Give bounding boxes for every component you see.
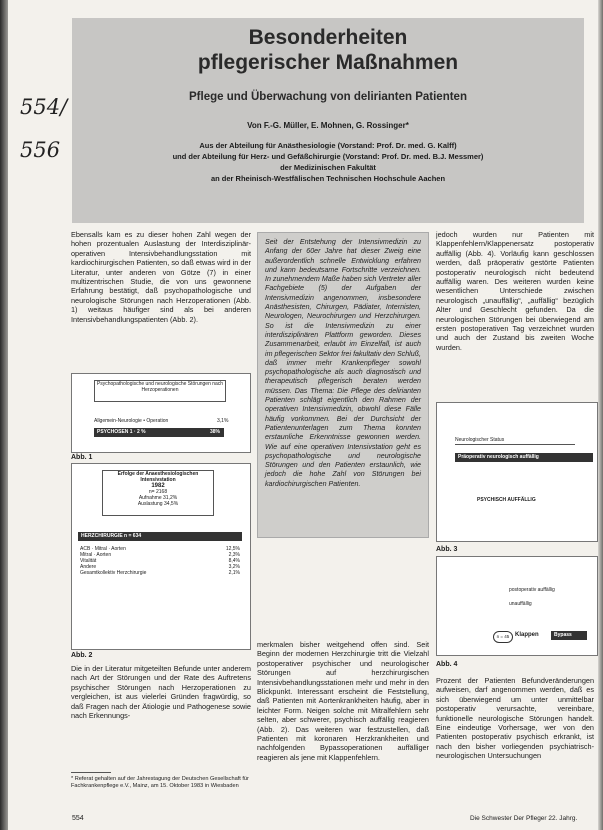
figure-1-row-value: 3,1% bbox=[217, 418, 229, 424]
paragraph: merkmalen bisher weitgehend offen sind. Seit Beginn der modernen Herzchirurgie tritt die Vielzahl postoperativer psychischer und neurologischer Störungen auf herzchirurgischen Intensivbehandlungsstationen mehr und mehr in den Blickpunkt. Interessant erscheint die Feststellung, daß Patienten mit Aortenkrankheiten häufig, aber in leichter Form. Neigen solche mit Mitralfehlern sehr selten, aber schwerer, psychisch auffällig reagieren (Abb. 2). Das weiteren war festzustellen, daß Patienten mit koronaren Herzkrankheiten und nachfolgenden Bypassoperationen auffälliger reagieren als jene mit Klappenfehlern. bbox=[257, 640, 429, 762]
article-header bbox=[72, 18, 584, 223]
figure-4-label: Abb. 4 bbox=[436, 661, 458, 668]
table-cell-name: ACB · Mitral · Aorten bbox=[80, 546, 126, 552]
figure-1 bbox=[71, 373, 251, 453]
column2-text-bottom bbox=[257, 640, 429, 810]
figure-1-bar: PSYCHOSEN 1 · 2 % bbox=[94, 428, 224, 437]
table-cell-value: 3,2% bbox=[228, 564, 240, 570]
figure-2-bar: HERZCHIRURGIE n = 634 bbox=[78, 532, 242, 541]
page-binding-shadow bbox=[0, 0, 8, 830]
figure-2-row-value: 34,5% bbox=[163, 501, 179, 507]
handwritten-note-left2: 556 bbox=[20, 138, 61, 162]
figure-2-table bbox=[80, 546, 240, 576]
figure-2-table-row bbox=[80, 570, 240, 576]
figure-2-year: 1982 bbox=[151, 483, 165, 489]
highlight-box-text: Seit der Entstehung der Intensivmedizin zu Anfang der 60er Jahre hat dieser Zweig eine außerordentlich schnelle Entwicklung erfahren und kann bedeutsame Fortschritte verzeichnen. In zunehmendem Maße haben sich Vertreter aller Fachgebiete (5) der Aufgaben der Intensivmedizin angenommen, insbesondere Anästhesisten, Chirurgen, Pädiater, Internisten, Neurologen, Neurochirurgen und Herzchirurgen. So ist die Intensivmedizin zu einer interdisziplinären Plattform geworden. Dieses Zusammenarbeit, erlaubt im Einzelfall, ist auch im pflegerischen Sektor frei fakultativ den Schluß, daß immer mehr Krankenpfleger sowohl psychopathologische als auch diagnostisch und therapeutisch pflegerisch beraten werden müssen. Das Thema: Die Pflege des delirianten Patienten schlägt eigentlich den Rahmen der operativen Intensivmedizin, obwohl diese Fälle häufig vorkommen. Bei der Durchsicht der Patientenunterlagen zum Thema konnten erstaunliche Erkenntnisse gewonnen werden. Wie auf eine operativen Intensivstation geht es psychopathologische und neurologische Störungen und den Patienten erstaunlich, wie jedoch die hohe Zahl von Störungen bei kardiochirurgischen Patienten. bbox=[265, 238, 421, 488]
figure-1-title: Psychopathologische und neurologische Störungen nach Herzoperationen bbox=[94, 380, 226, 402]
article-authors: Von F.-G. Müller, E. Mohnen, G. Rossinger* bbox=[247, 121, 409, 130]
affiliation-line: der Medizinischen Fakultät bbox=[280, 163, 376, 172]
figure-4 bbox=[436, 556, 598, 656]
figure-1-bar-value: 38% bbox=[210, 429, 221, 435]
figure-1-label: Abb. 1 bbox=[71, 454, 93, 461]
figure-2-row-name: Aufnahme bbox=[138, 495, 162, 501]
table-cell-name: Gesamtkollektiv Herzchirurgie bbox=[80, 570, 147, 576]
figure-3-label: Abb. 3 bbox=[436, 546, 458, 553]
figure-4-row2: unauffällig bbox=[509, 601, 532, 607]
figure-4-pill: Klappen bbox=[515, 632, 539, 638]
figure-2-header-box bbox=[102, 470, 214, 516]
figure-2-title: Erfolge der Anaesthesiologischen Intensivstation bbox=[117, 471, 199, 483]
table-cell-value: 2,1% bbox=[228, 570, 240, 576]
article-affiliation bbox=[122, 140, 534, 184]
footnote-rule bbox=[71, 772, 111, 773]
figure-3 bbox=[436, 402, 598, 542]
column1-text-top bbox=[71, 230, 251, 370]
table-cell-value: 8,4% bbox=[228, 558, 240, 564]
figure-2-row bbox=[103, 501, 213, 507]
table-cell-name: Mitral · Aorten bbox=[80, 552, 112, 558]
handwritten-note-left1: 554/ bbox=[20, 95, 68, 119]
paragraph: Prozent der Patienten Befundveränderungen aufweisen, darf angenommen werden, daß es sich überwiegend um unter unmittelbar postoperativ verursachte, vereinbare, funktionelle neurologische Störungen handelt. Eine eindeutige Vorhersage, wer von den Patienten postoperativ psychisch erkrankt, ist nach den bisher vorliegenden psychiatrisch-neurologischen Untersuchungen bbox=[436, 676, 594, 761]
paragraph: Die in der Literatur mitgeteilten Befunde unter anderem nach Art der Störungen und der Rate des Auftretens psychischer Störungen nach Herzoperationen zu vergleichen, ist aus vielerlei Gründen fragwürdig, so daß Fragen nach der Ätiologie und Pathogenese sowie nach Erkennungs- bbox=[71, 664, 251, 721]
table-cell-value: 12,5% bbox=[225, 546, 240, 552]
figure-2 bbox=[71, 463, 251, 650]
figure-2-total: n= 2168 bbox=[148, 489, 168, 495]
table-cell-name: Vitalität bbox=[80, 558, 97, 564]
figure-2-row-value: 31,2% bbox=[163, 495, 178, 501]
highlight-box bbox=[257, 232, 429, 538]
table-cell-value: 2,3% bbox=[228, 552, 240, 558]
figure-4-bar: Bypass bbox=[551, 631, 587, 640]
figure-3-line bbox=[455, 444, 575, 445]
paragraph: Ebensalls kam es zu dieser hohen Zahl wegen der hohen prozentualen Auslastung der Interdisziplinär-operativen Intensivbehandlungsstation mit kardiochirurgischen Patienten, so daß etwas wird in der Literatur, unter anderen von Götze (7) in einer multizentrischen Studie, die von uns gewonnene Erfahrung bestätigt, daß psychopathologische und neurologische Störungen nach Herzoperationen (Abb. 1) weitaus häufiger sind als bei anderen Intensivbehandlungspatienten (Abb. 2). bbox=[71, 230, 251, 324]
column3-text-top bbox=[436, 230, 594, 396]
footnote: * Referat gehalten auf der Jahrestagung der Deutschen Gesellschaft für Fachkrankenpflege e.V., Mainz, am 15. Oktober 1983 in Wiesbaden bbox=[71, 776, 249, 789]
figure-1-row-label: Allgemein-Neurologie • Operation bbox=[94, 418, 169, 424]
column3-text-bottom bbox=[436, 676, 594, 810]
table-cell-name: Andere bbox=[80, 564, 97, 570]
affiliation-line: an der Rheinisch-Westfälischen Technischen Hochschule Aachen bbox=[210, 174, 446, 183]
page-number: 554 bbox=[72, 815, 84, 822]
figure-3-row-label: Neurologischer Status bbox=[455, 437, 505, 443]
figure-2-row-name: Auslastung bbox=[137, 501, 163, 507]
paragraph: jedoch wurden nur Patienten mit Klappenfehlern/Klappenersatz postoperativ auffällig (Abb. 4). Vorläufig kann geschlossen werden, daß präoperativ gestörte Patienten postoperativ neurologisch nicht bedeutend auffällig waren. Des weiteren wurden keine wesentlichen Unterschiede zwischen neurologisch „unauffällig“, „auffällig“ bezüglich Alter und Geschlecht gefunden. Da die neurologischen Störungen bei überwiegend am ersten postoperativen Tag verzeichnet wurden und auch der Zustand bis zweiten Woche wurden. bbox=[436, 230, 594, 352]
article-title-line2: pflegerischer Maßnahmen bbox=[197, 51, 459, 74]
page-edge-shadow bbox=[598, 0, 603, 830]
column1-text-bottom bbox=[71, 664, 251, 770]
figure-4-row1: postoperativ auffällig bbox=[509, 587, 555, 593]
article-subtitle: Pflege und Überwachung von delirianten Patienten bbox=[189, 91, 467, 103]
figure-4-tag: n = 45 bbox=[493, 631, 513, 643]
affiliation-line: Aus der Abteilung für Anästhesiologie (Vorstand: Prof. Dr. med. G. Kalff) bbox=[199, 141, 457, 150]
figure-2-label: Abb. 2 bbox=[71, 652, 93, 659]
figure-3-footer: PSYCHISCH AUFFÄLLIG bbox=[477, 497, 536, 503]
affiliation-line: und der Abteilung für Herz- und Gefäßchirurgie (Vorstand: Prof. Dr. med. B.J. Messmer) bbox=[172, 152, 484, 161]
article-title-line1: Besonderheiten bbox=[248, 26, 408, 49]
journal-footer: Die Schwester Der Pfleger 22. Jahrg. bbox=[470, 815, 578, 822]
figure-3-bar: Präoperativ neurologisch auffällig bbox=[455, 453, 593, 462]
